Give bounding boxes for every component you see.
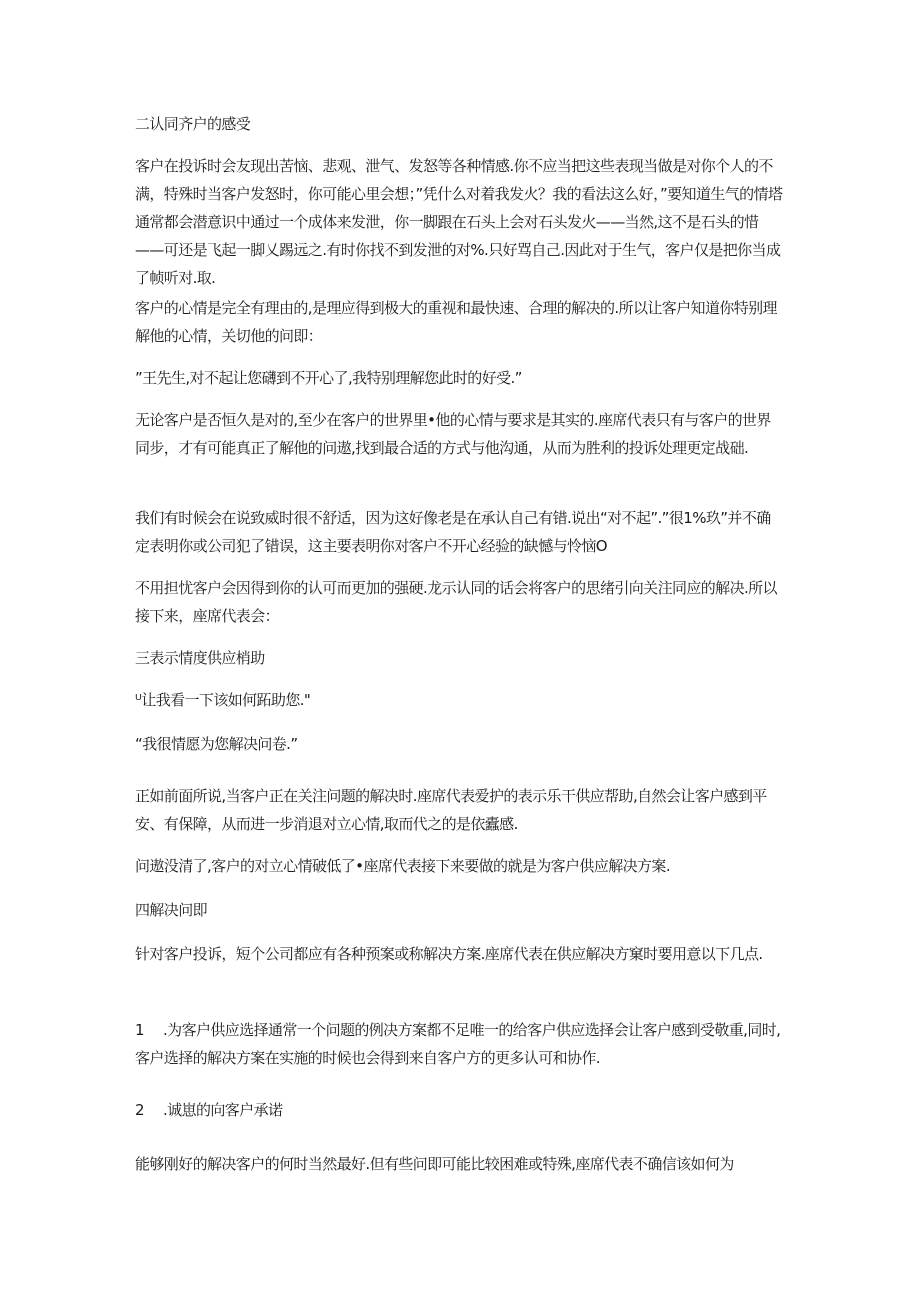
section-heading-3: 三表示情度供应梢助: [135, 649, 265, 667]
quote-3: “我很情愿为您解决问卷.”: [135, 735, 298, 753]
list-item-2-text: .诚崽的向客户承诺: [163, 1101, 283, 1119]
section-heading-4: 四解决问即: [135, 901, 208, 919]
section-heading-2: 二认同齐户的感受: [135, 115, 251, 133]
list-item-2-number: 2: [135, 1101, 144, 1119]
paragraph-7: 问遨没清了,客户的对立心情破低了•座席代表接下来要做的就是为客户供应解决方案.: [135, 857, 670, 875]
paragraph-9: 能够刚好的解决客户的何时当然最好.但有些问即可能比较困难或特殊,座席代表不确信该如何为: [135, 1155, 734, 1173]
paragraph-6: 正如前面所说,当客户正在关注问题的解决时.座席代表爱护的表示乐干供应帮助,自然会让客户感到平安、有保障，从而进一步消退对立心情,取而代之的是依蠹感.: [135, 787, 767, 833]
paragraph-1: 客户在投诉时会友现出苦恼、悲观、泄气、发怒等各种情感.你不应当把这些表现当做是对你个人的不满，特殊时当客户发怒时，你可能心里会想；”凭什么对着我发火？我的看法这么好，”要知道生气的情塔通常都会潜意识中通过一个成体来发泄，你一脚跟在石头上会对石头发火——当然,这不是石头的惜——可还是飞起一脚乂踢远之.有时你找不到发泄的对%.只好骂自己.因此对于生气，客户仅是把你当成了帧听对.取.: [135, 157, 783, 287]
paragraph-3: 无论客户是否恒久是对的,至少在客户的世界里•他的心情与要求是其实的.座席代表只有与客户的世界同步，才有可能真正了解他的问遨,找到最合适的方式与他沟通，从而为胜利的投诉处理更定战础.: [135, 411, 771, 457]
paragraph-8: 针对客户投诉，短个公司都应有各种预案或称解决方案.座席代表在供应解决方窠时要用意以下几点.: [135, 945, 763, 963]
list-item-1-number: 1: [135, 1021, 144, 1039]
quote-2: ᵁ让我看一下该如何跖助您.": [135, 691, 311, 709]
list-item-1: [135, 1016, 785, 1072]
list-item-1-text: .为客户供应选择通常一个问题的例决方案都不足唯一的给客户供应选择会让客户感到受敬重,同时,客户选择的解决方案在实施的时候也会得到来自客户方的更多认可和协作.: [135, 1021, 781, 1067]
list-item-2: [135, 1096, 785, 1124]
quote-1: ”王先生,对不起让您礴到不开心了,我特别理解您此时的好受.”: [135, 369, 522, 387]
paragraph-4: 我们有时候会在说致威时很不舒适，因为这好像老是在承认自己有错.说出“对不起”.”很1%玖”并不确定表明你或公司犯了错误，这主要表明你对客户不开心经验的缺憾与怜恼O: [135, 509, 771, 555]
paragraph-2: 客户的心情是完全有理由的,是理应得到极大的重视和最快速、合理的解决的.所以让客户知道你特别理解他的心情，关切他的问即：: [135, 299, 777, 345]
paragraph-5: 不用担忧客户会因得到你的认可而更加的强硬.龙示认同的话会将客户的思绪引向关注同应的解决.所以接下来，座席代表会：: [135, 579, 777, 625]
